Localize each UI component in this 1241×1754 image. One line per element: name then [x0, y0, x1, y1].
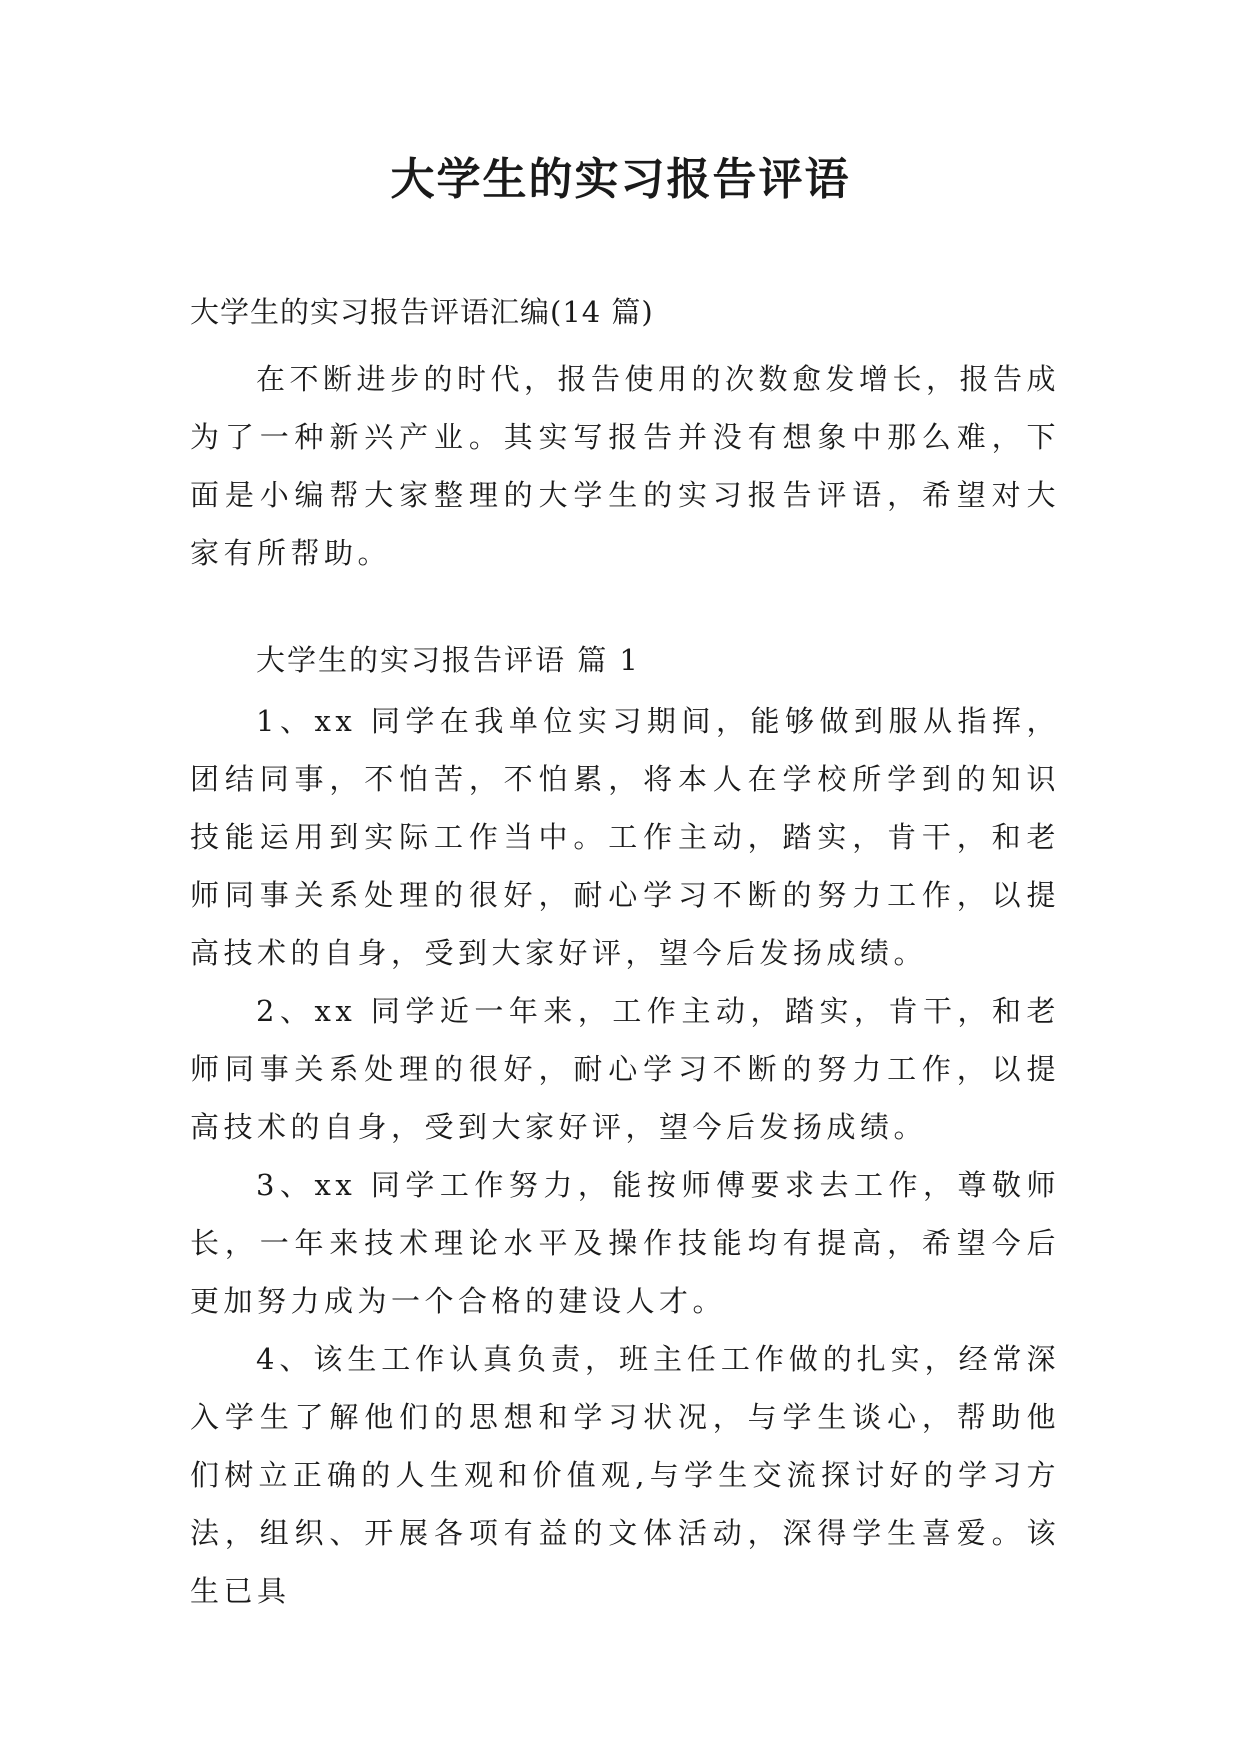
- document-subtitle: 大学生的实习报告评语汇编(14 篇): [190, 295, 654, 329]
- intro-paragraph: 在不断进步的时代，报告使用的次数愈发增长，报告成为了一种新兴产业。其实写报告并没有想象中那么难，下面是小编帮大家整理的大学生的实习报告评语，希望对大家有所帮助。: [190, 362, 1061, 570]
- comment-item-3: 3、xx 同学工作努力，能按师傅要求去工作，尊敬师长，一年来技术理论水平及操作技能均有提高，希望今后更加努力成为一个合格的建设人才。: [190, 1168, 1060, 1318]
- comment-item-1: 1、xx 同学在我单位实习期间，能够做到服从指挥，团结同事，不怕苦，不怕累，将本人在学校所学到的知识技能运用到实际工作当中。工作主动，踏实，肯干，和老师同事关系处理的很好，耐心学习不断的努力工作，以提高技术的自身，受到大家好评，望今后发扬成绩。: [190, 704, 1060, 970]
- comment-item-2: 2、xx 同学近一年来，工作主动，踏实，肯干，和老师同事关系处理的很好，耐心学习不断的努力工作，以提高技术的自身，受到大家好评，望今后发扬成绩。: [190, 994, 1060, 1144]
- document-title: 大学生的实习报告评语: [390, 154, 851, 205]
- comment-list: [190, 692, 1060, 1620]
- comment-item-4: 4、该生工作认真负责，班主任工作做的扎实，经常深入学生了解他们的思想和学习状况，与学生谈心，帮助他们树立正确的人生观和价值观,与学生交流探讨好的学习方法，组织、开展各项有益的文体活动，深得学生喜爱。该生已具: [190, 1342, 1060, 1608]
- section-heading: 大学生的实习报告评语 篇 1: [256, 643, 640, 677]
